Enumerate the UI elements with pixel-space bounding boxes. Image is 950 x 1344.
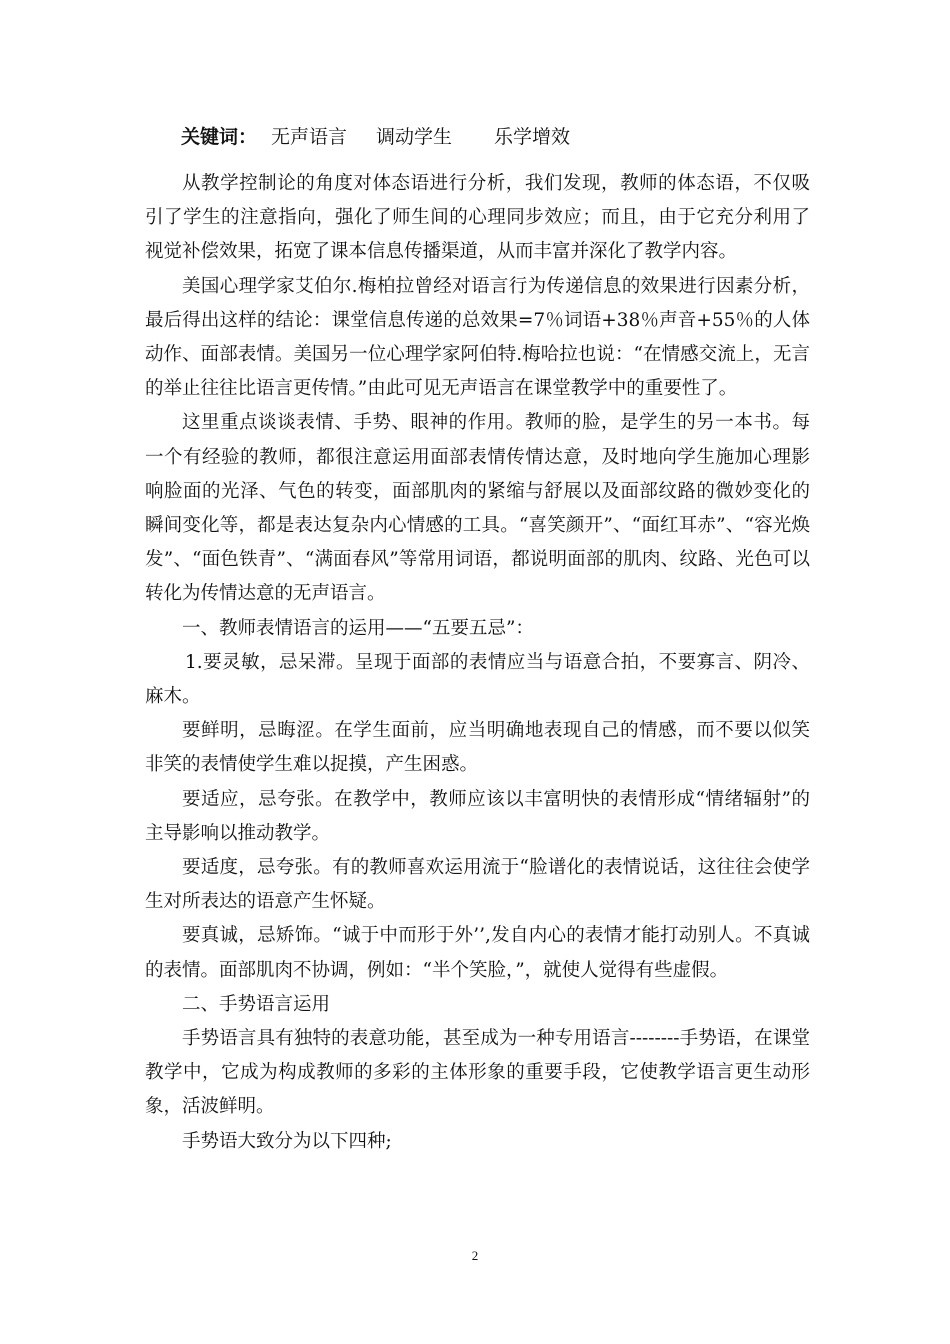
list-item-5: 要真诚，忌矫饰。“诚于中而形于外’’,发自内心的表情才能打动别人。不真诚的表情。面部肌肉不协调，例如：“半个笑脸，”，就使人觉得有些虚假。	[145, 925, 810, 981]
keyword-2: 调动学生	[376, 126, 453, 148]
list-item-2: 要鲜明，忌晦涩。在学生面前，应当明确地表现自己的情感，而不要以似笑非笑的表情使学生难以捉摸，产生困惑。	[145, 720, 810, 776]
page-number: 2	[471, 1248, 479, 1263]
keyword-1: 无声语言	[271, 126, 348, 148]
list-item-1: 1.要灵敏，忌呆滞。呈现于面部的表情应当与语意合拍，不要寡言、阴冷、麻木。	[145, 651, 810, 708]
list-item-3: 要适应，忌夸张。在教学中，教师应该以丰富明快的表情形成“情绪辐射”的主导影响以推动教学。	[145, 788, 810, 844]
paragraph-facial-expression: 这里重点谈谈表情、手势、眼神的作用。教师的脸，是学生的另一本书。每一个有经验的教师，都很注意运用面部表情传情达意，及时地向学生施加心理影响脸面的光泽、气色的转变，面部肌肉的紧缩与舒展以及面部纹路的微妙变化的瞬间变化等，都是表达复杂内心情感的工具。“喜笑颜开”、“面红耳赤”、“容光焕发”、“面色铁青”、“满面春风”等常用词语，都说明面部的肌肉、纹路、光色可以转化为传情达意的无声语言。	[145, 412, 810, 605]
paragraph-gesture: 手势语言具有独特的表意功能，甚至成为一种专用语言--------手势语，在课堂教学中，它成为构成教师的多彩的主体形象的重要手段，它使教学语言更生动形象，活波鲜明。	[145, 1028, 810, 1118]
keywords-label: 关键词：	[181, 126, 258, 148]
section-heading-1: 一、教师表情语言的运用——“五要五忌”：	[182, 617, 534, 639]
paragraph-research: 美国心理学家艾伯尔.梅柏拉曾经对语言行为传递信息的效果进行因素分析，最后得出这样的结论：课堂信息传递的总效果=7％词语+38％声音+55％的人体动作、面部表情。美国另一位心理学家阿伯特.梅哈拉也说：“在情感交流上，无言的举止往往比语言更传情。”由此可见无声语言在课堂教学中的重要性了。	[145, 275, 810, 400]
paragraph-intro: 从教学控制论的角度对体态语进行分析，我们发现，教师的体态语，不仅吸引了学生的注意指向，强化了师生间的心理同步效应；而且，由于它充分利用了视觉补偿效果，拓宽了课本信息传播渠道，从而丰富并深化了教学内容。	[145, 173, 810, 263]
body-text	[145, 167, 810, 1159]
keywords-line	[181, 124, 570, 150]
paragraph-gesture-types: 手势语大致分为以下四种;	[182, 1130, 392, 1152]
section-heading-2: 二、手势语言运用	[182, 993, 331, 1015]
keyword-3: 乐学增效	[494, 126, 571, 148]
list-item-4: 要适度，忌夸张。有的教师喜欢运用流于“脸谱化的表情说话，这往往会使学生对所表达的语意产生怀疑。	[145, 857, 810, 913]
